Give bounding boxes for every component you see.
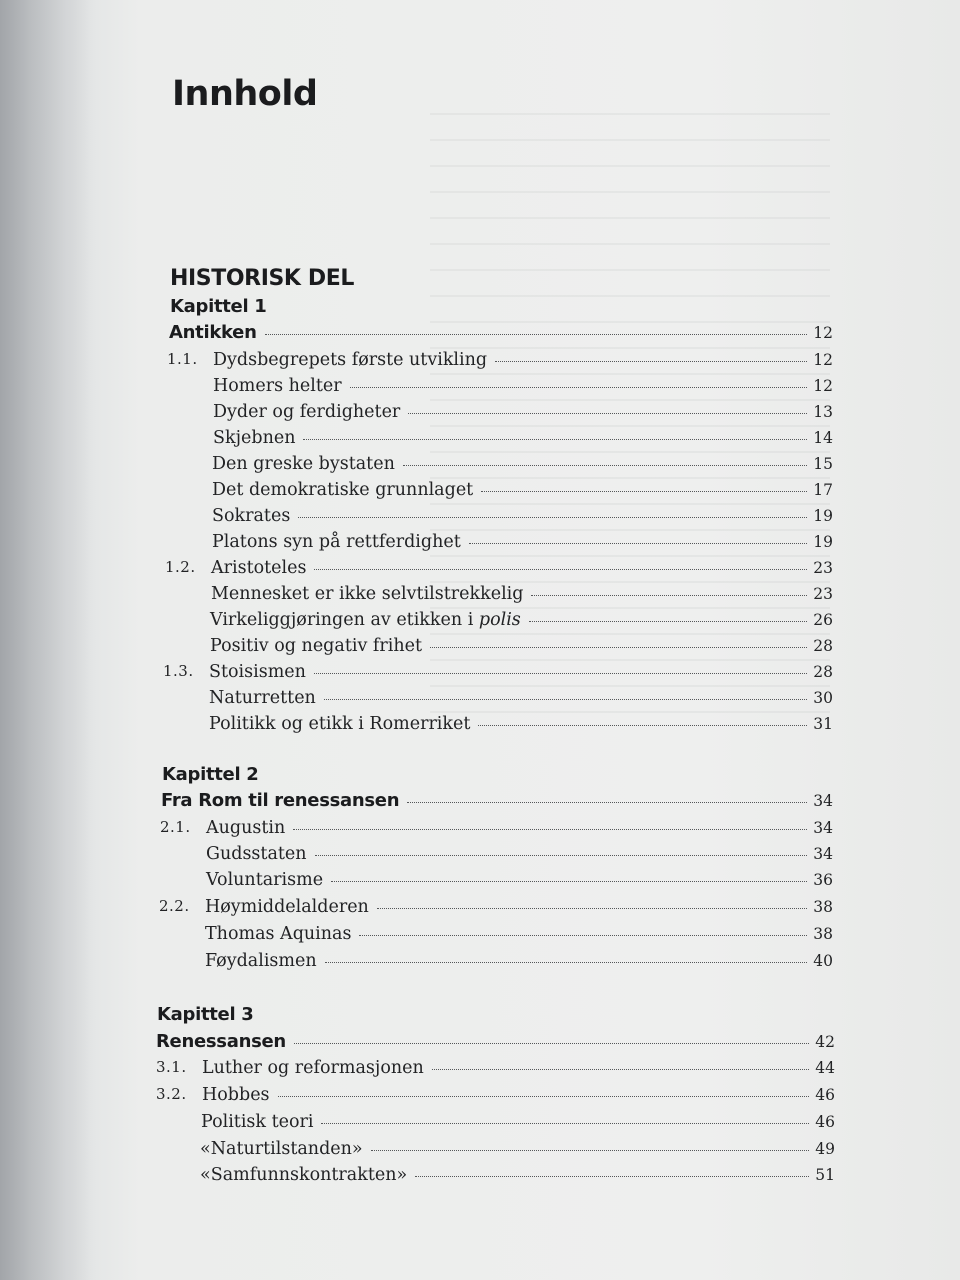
section-number: 2.2. [159,897,190,915]
page-number: 28 [813,637,833,655]
part-title: HISTORISK DEL [170,266,354,291]
toc-entry[interactable] [163,662,833,682]
page-number: 34 [813,845,833,863]
leader-dots [331,881,807,882]
entry-label [210,610,521,630]
toc-entry[interactable] [210,610,833,630]
chapter-3-label: Kapittel 3 [157,1004,254,1025]
entry-label: Platons syn på rettferdighet [212,532,461,552]
entry-label: Dyder og ferdigheter [213,402,401,422]
toc-entry[interactable] [200,1165,835,1185]
chapter-2-label: Kapittel 2 [162,764,259,785]
page-number: 38 [813,898,833,916]
entry-label: Skjebnen [213,428,296,448]
leader-dots [278,1096,809,1097]
chapter-1-label: Kapittel 1 [170,296,267,317]
page-number: 34 [813,819,833,837]
leader-dots [293,829,807,830]
chapter-title: Fra Rom til renessansen [161,790,400,811]
entry-label: Føydalismen [205,951,317,971]
leader-dots [478,725,807,726]
toc-entry[interactable] [201,1112,835,1132]
leader-dots [432,1069,809,1070]
page-number: 42 [815,1033,835,1051]
page-number: 14 [813,429,833,447]
toc-entry[interactable] [156,1058,835,1078]
page-number: 36 [813,871,833,889]
page-title: Innhold [172,74,318,114]
entry-label: Thomas Aquinas [205,924,352,944]
entry-label: Politikk og etikk i Romerriket [209,714,471,734]
leader-dots [531,595,807,596]
entry-label: «Naturtilstanden» [200,1139,363,1159]
toc-entry[interactable] [212,454,833,474]
toc-entry[interactable] [210,636,833,656]
page-number: 26 [813,611,833,629]
entry-label: Positiv og negativ frihet [210,636,422,656]
toc-entry[interactable] [205,951,833,971]
page-number: 12 [813,377,833,395]
entry-label: «Samfunnskontrakten» [200,1165,408,1185]
entry-label: Augustin [206,818,286,838]
entry-label: Dydsbegrepets første utvikling [213,350,488,370]
toc-entry[interactable] [206,844,833,864]
leader-dots [294,1043,809,1044]
section-number: 2.1. [160,818,191,836]
entry-label: Mennesket er ikke selvtilstrekkelig [211,584,524,604]
toc-entry[interactable] [212,532,833,552]
entry-label-italic: polis [478,610,521,630]
page-number: 19 [813,533,833,551]
chapter-2-title-row[interactable] [161,790,833,811]
leader-dots [403,465,807,466]
page-number: 19 [813,507,833,525]
section-number: 1.2. [165,558,196,576]
leader-dots [298,517,807,518]
leader-dots [430,647,807,648]
leader-dots [415,1176,809,1177]
chapter-title: Renessansen [156,1031,286,1052]
section-number: 1.3. [163,662,194,680]
toc-entry[interactable] [213,402,833,422]
toc-entry[interactable] [211,584,833,604]
page-number: 44 [815,1059,835,1077]
entry-label: Det demokratiske grunnlaget [212,480,474,500]
page-number: 23 [813,585,833,603]
entry-label-text: Virkeliggjøringen av etikken i [210,610,479,630]
leader-dots [314,673,807,674]
page-number: 15 [813,455,833,473]
page-number: 17 [813,481,833,499]
leader-dots [350,387,807,388]
toc-entry[interactable] [205,924,833,944]
page-number: 40 [813,952,833,970]
toc-entry[interactable] [206,870,833,890]
leader-dots [371,1150,809,1151]
entry-label: Stoisismen [209,662,306,682]
entry-label: Høymiddelalderen [205,897,369,917]
chapter-1-title-row[interactable] [169,322,833,343]
page-number: 46 [815,1113,835,1131]
book-spine-shadow [0,0,96,1280]
leader-dots [325,962,807,963]
leader-dots [481,491,807,492]
toc-entry[interactable] [213,376,833,396]
entry-label: Gudsstaten [206,844,307,864]
leader-dots [408,413,807,414]
section-number: 3.2. [156,1085,187,1103]
chapter-title: Antikken [169,322,257,343]
page-number: 51 [815,1166,835,1184]
leader-dots [265,334,807,335]
toc-entry[interactable] [209,688,833,708]
leader-dots [495,361,807,362]
entry-label: Homers helter [213,376,342,396]
leader-dots [407,802,807,803]
toc-entry[interactable] [167,350,833,370]
leader-dots [359,935,807,936]
toc-entry[interactable] [159,897,833,917]
leader-dots [315,855,807,856]
toc-entry[interactable] [200,1139,835,1159]
page-number: 12 [813,324,833,342]
toc-entry[interactable] [213,428,833,448]
toc-entry[interactable] [212,506,833,526]
entry-label: Luther og reformasjonen [202,1058,424,1078]
leader-dots [469,543,807,544]
toc-entry[interactable] [165,558,833,578]
page-number: 31 [813,715,833,733]
page-number: 30 [813,689,833,707]
leader-dots [529,621,807,622]
page-number: 46 [815,1086,835,1104]
leader-dots [321,1123,809,1124]
leader-dots [377,908,807,909]
chapter-3-title-row[interactable] [156,1031,835,1052]
section-number: 3.1. [156,1058,187,1076]
page-number: 13 [813,403,833,421]
toc-entry[interactable] [209,714,833,734]
toc-entry[interactable] [156,1085,835,1105]
entry-label: Den greske bystaten [212,454,395,474]
section-number: 1.1. [167,350,198,368]
entry-label: Hobbes [202,1085,270,1105]
entry-label: Aristoteles [211,558,307,578]
toc-entry[interactable] [160,818,833,838]
page-number: 28 [813,663,833,681]
page-number: 34 [813,792,833,810]
entry-label: Politisk teori [201,1112,314,1132]
page-number: 12 [813,351,833,369]
leader-dots [314,569,807,570]
page-number: 23 [813,559,833,577]
entry-label: Voluntarisme [206,870,324,890]
page-number: 38 [813,925,833,943]
leader-dots [303,439,807,440]
entry-label: Sokrates [212,506,291,526]
leader-dots [324,699,807,700]
entry-label: Naturretten [209,688,316,708]
page-number: 49 [815,1140,835,1158]
toc-entry[interactable] [212,480,833,500]
